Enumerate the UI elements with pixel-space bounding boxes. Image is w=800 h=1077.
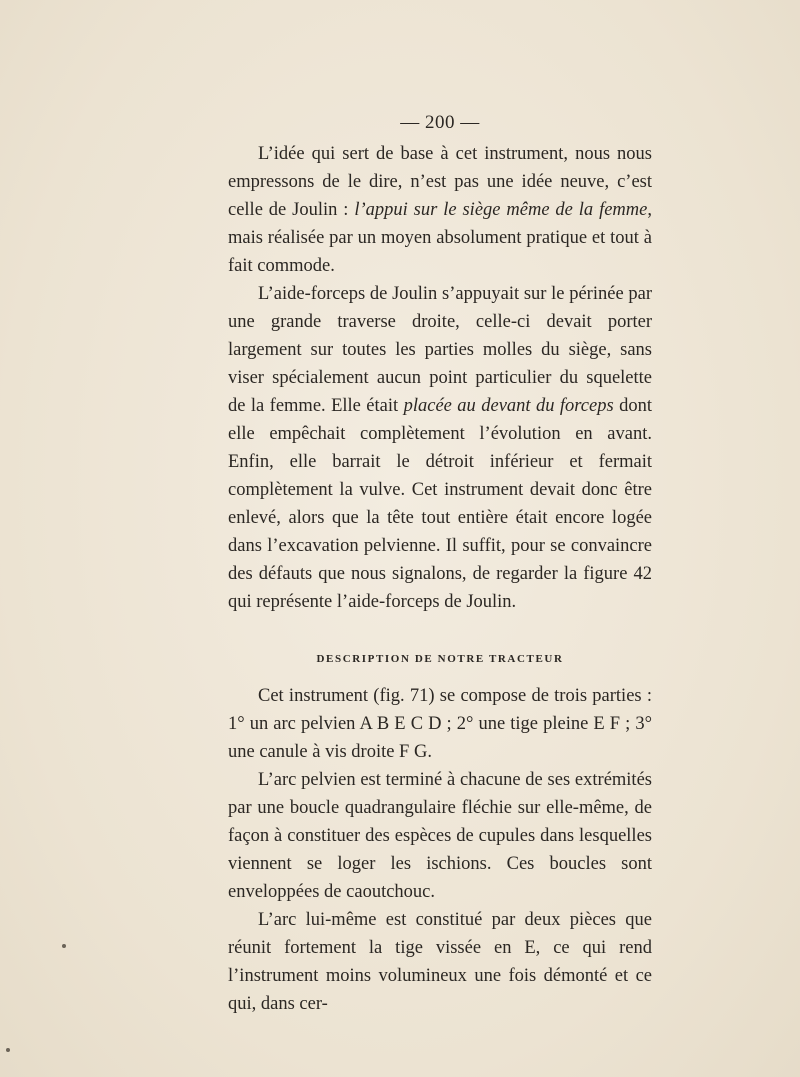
paragraph-2-text-a: L’aide-forceps de Joulin s’appuyait sur le périnée par une grande traverse droite, celle-ci devait porter largement sur toutes les parties molles du siège, sans viser spécialement aucun point particulier du squelette de la femme. Elle était — [228, 284, 652, 416]
paragraph-5: L’arc lui-même est constitué par deux pièces que réunit fortement la tige vissée en E, ce qui rend l’instrument moins volumineux une fois démonté et ce qui, dans cer- — [228, 910, 652, 1014]
paragraph-1 — [228, 140, 652, 280]
paper-spot — [6, 1048, 10, 1052]
page-number: — 200 — — [400, 112, 480, 133]
paragraph-1-italic: l’appui sur le siège même de la femme — [354, 200, 648, 220]
text-block — [228, 112, 652, 1018]
paper-spot — [62, 944, 66, 948]
section-heading: DESCRIPTION DE NOTRE TRACTEUR — [316, 653, 564, 665]
paragraph-1-text-b: , mais réalisée par un moyen absolument pratique et tout à fait commode. — [228, 200, 652, 276]
paragraph-1-text-a: L’idée qui sert de base à cet instrument, nous nous empressons de le dire, n’est pas une idée neuve, c’est celle de Joulin : — [228, 144, 652, 220]
paragraph-2 — [228, 280, 652, 616]
paragraph-4: L’arc pelvien est terminé à chacune de ses extrémités par une boucle quadrangulaire fléchie sur elle-même, de façon à constituer des espèces de cupules dans lesquelles viennent se loger les ischions. Ces boucles sont enveloppées de caoutchouc. — [228, 770, 652, 902]
paragraph-2-text-b: dont elle empêchait complètement l’évolution en avant. Enfin, elle barrait le détroit inférieur et fermait complètement la vulve. Cet instrument devait donc être enlevé, alors que la tête tout entière était encore logée dans l’excavation pelvienne. Il suffit, pour se convaincre des défauts que nous signalons, de regarder la figure 42 qui représente l’aide-forceps de Joulin. — [228, 396, 653, 612]
paragraph-3: Cet instrument (fig. 71) se compose de trois parties : 1° un arc pelvien A B E C D ; 2° une tige pleine E F ; 3° une canule à vis droite F G. — [228, 686, 652, 762]
paragraph-2-italic: placée au devant du forceps — [403, 396, 614, 416]
